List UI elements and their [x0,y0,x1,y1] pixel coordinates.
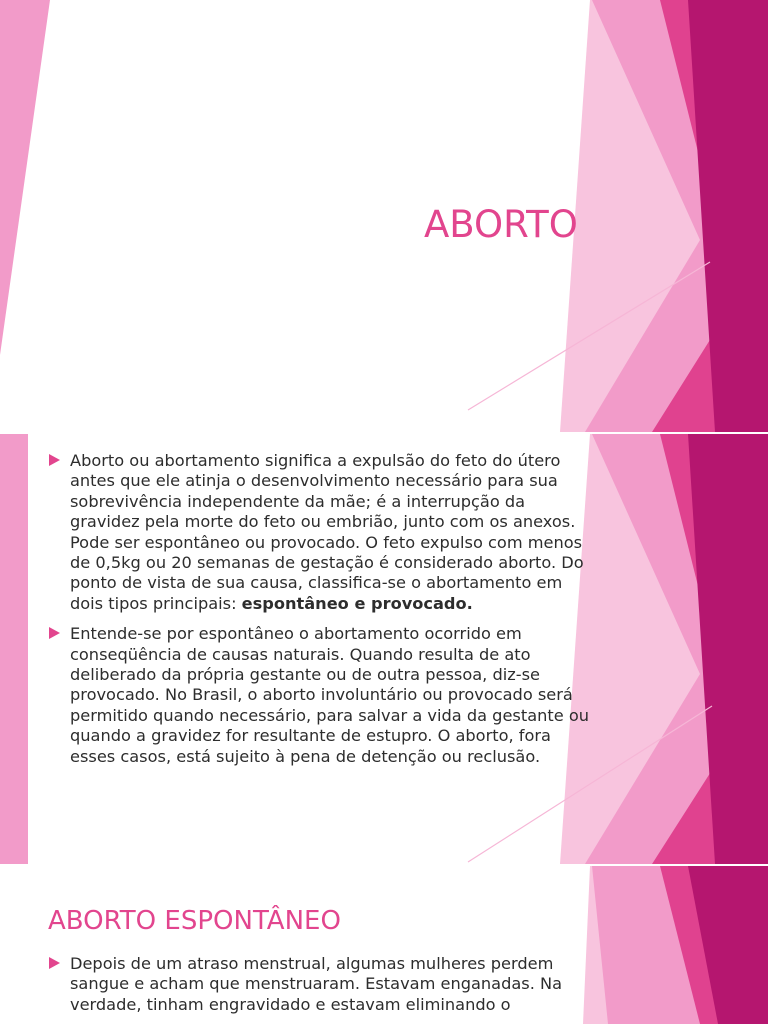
bullet-item [70,624,590,767]
slide-spontaneous [0,866,768,1024]
bullet-text: Aborto ou abortamento significa a expulsão do feto do útero antes que ele atinja o desenvolvimento necessário para sua sobrevivência independente da mãe; é a interrupção da gravidez pela morte do feto ou embrião, junto com os anexos. Pode ser espontâneo ou provocado. O feto expulso com menos de 0,5kg ou 20 semanas de gestação é considerado aborto. Do ponto de vista de sua causa, classifica-se o abortamento em dois tipos principais: [70,451,584,613]
bullet-item [70,451,590,614]
left-pink-band [0,0,50,355]
bullet-arrow-icon [49,627,60,639]
bullet-arrow-icon [49,957,60,969]
bullet-item [70,954,590,1015]
bullet-text: Depois de um atraso menstrual, algumas mulheres perdem sangue e acham que menstruaram. Estavam enganadas. Na verdade, tinham engravidado e estavam eliminando o [70,954,563,1014]
bullet-arrow-icon [49,454,60,466]
decorative-shapes [0,0,768,432]
left-pink-band [0,434,28,864]
slide-definition [0,434,768,864]
slide-title-text: ABORTO [424,203,578,246]
bullet-list [70,451,590,777]
bullet-bold-text: espontâneo e provocado. [241,593,473,613]
bullet-list [70,954,590,1024]
bullet-text: Entende-se por espontâneo o abortamento ocorrido em conseqüência de causas naturais. Quando resulta de ato deliberado da própria gestante ou de outra pessoa, diz-se provocado. No Brasil, o aborto involuntário ou provocado será permitido quando necessário, para salvar a vida da gestante ou quando a gravidez for resultante de estupro. O aborto, fora esses casos, está sujeito à pena de detenção ou reclusão. [70,624,589,766]
slide-title [0,0,768,432]
slide-heading: ABORTO ESPONTÂNEO [48,906,341,936]
